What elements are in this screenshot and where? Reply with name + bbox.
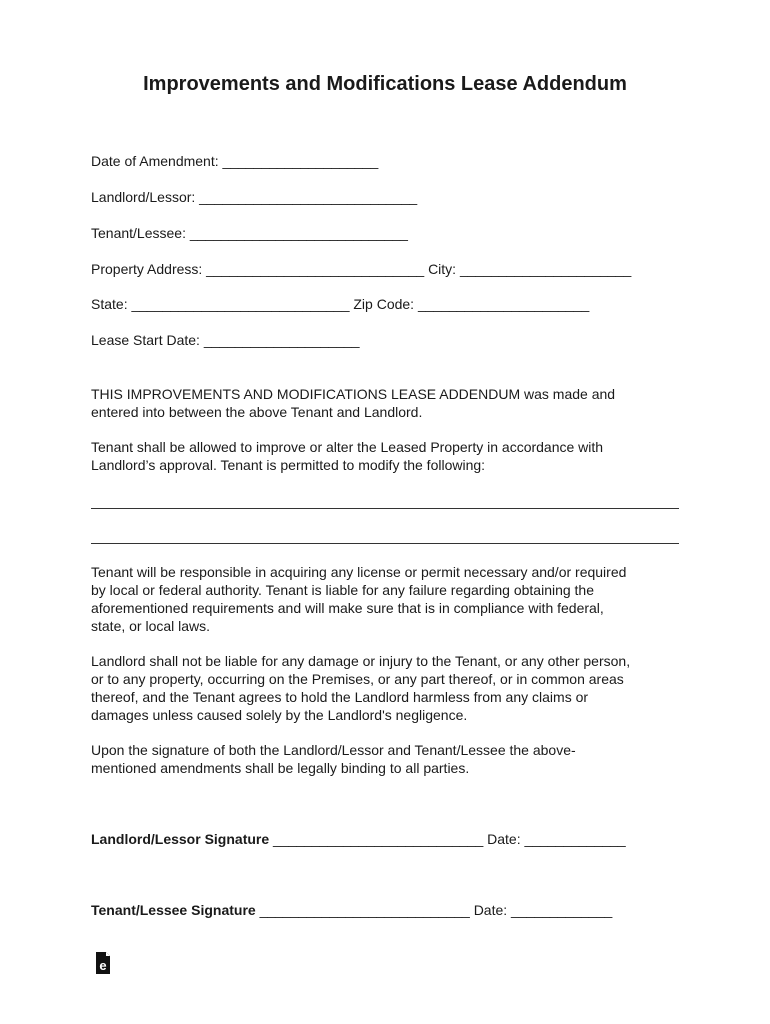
liability-line: damages unless caused solely by the Landlord's negligence. [91,707,468,723]
date-of-amendment-field[interactable]: Date of Amendment: ____________________ [91,153,379,169]
intro-paragraph [91,385,691,421]
property-address-city-field[interactable]: Property Address: ____________________________ City: ______________________ [91,261,632,277]
license-paragraph [91,563,691,635]
liability-line: thereof, and the Tenant agrees to hold the Landlord harmless from any claims or [91,689,589,705]
binding-paragraph [91,741,691,777]
license-line: by local or federal authority. Tenant is liable for any failure regarding obtaining the [91,582,595,598]
liability-paragraph [91,652,691,724]
binding-line: Upon the signature of both the Landlord/Lessor and Tenant/Lessee the above- [91,742,576,758]
modification-blank-line-2[interactable] [91,543,679,544]
landlord-field[interactable]: Landlord/Lessor: ____________________________ [91,189,418,205]
binding-line: mentioned amendments shall be legally binding to all parties. [91,760,470,776]
tenant-signature-row[interactable] [91,901,612,919]
tenant-field[interactable]: Tenant/Lessee: ____________________________ [91,225,408,241]
landlord-signature-date-blanks[interactable]: ___________________________ Date: _____________ [269,831,626,847]
allowed-line: Tenant shall be allowed to improve or alter the Leased Property in accordance with [91,439,604,455]
liability-line: Landlord shall not be liable for any damage or injury to the Tenant, or any other person, [91,653,631,669]
eforms-logo-icon [94,950,112,976]
modification-blank-line-1[interactable] [91,508,679,509]
liability-line: or to any property, occurring on the Premises, or any part thereof, or in common areas [91,671,624,687]
intro-line: THIS IMPROVEMENTS AND MODIFICATIONS LEASE ADDENDUM was made and [91,386,616,402]
allowed-line: Landlord’s approval. Tenant is permitted to modify the following: [91,457,486,473]
allowed-paragraph [91,438,691,474]
svg-text:e: e [99,958,107,973]
license-line: aforementioned requirements and will make sure that is in compliance with federal, [91,600,604,616]
landlord-signature-label: Landlord/Lessor Signature [91,831,270,847]
tenant-signature-label: Tenant/Lessee Signature [91,902,256,918]
intro-line: entered into between the above Tenant and Landlord. [91,404,423,420]
lease-start-date-field[interactable]: Lease Start Date: ____________________ [91,332,360,348]
state-zip-field[interactable]: State: ____________________________ Zip Code: ______________________ [91,296,590,312]
landlord-signature-row[interactable] [91,830,626,848]
license-line: Tenant will be responsible in acquiring any license or permit necessary and/or required [91,564,627,580]
tenant-signature-date-blanks[interactable]: ___________________________ Date: _____________ [255,902,613,918]
license-line: state, or local laws. [91,618,211,634]
document-title: Improvements and Modifications Lease Addendum [143,73,627,95]
